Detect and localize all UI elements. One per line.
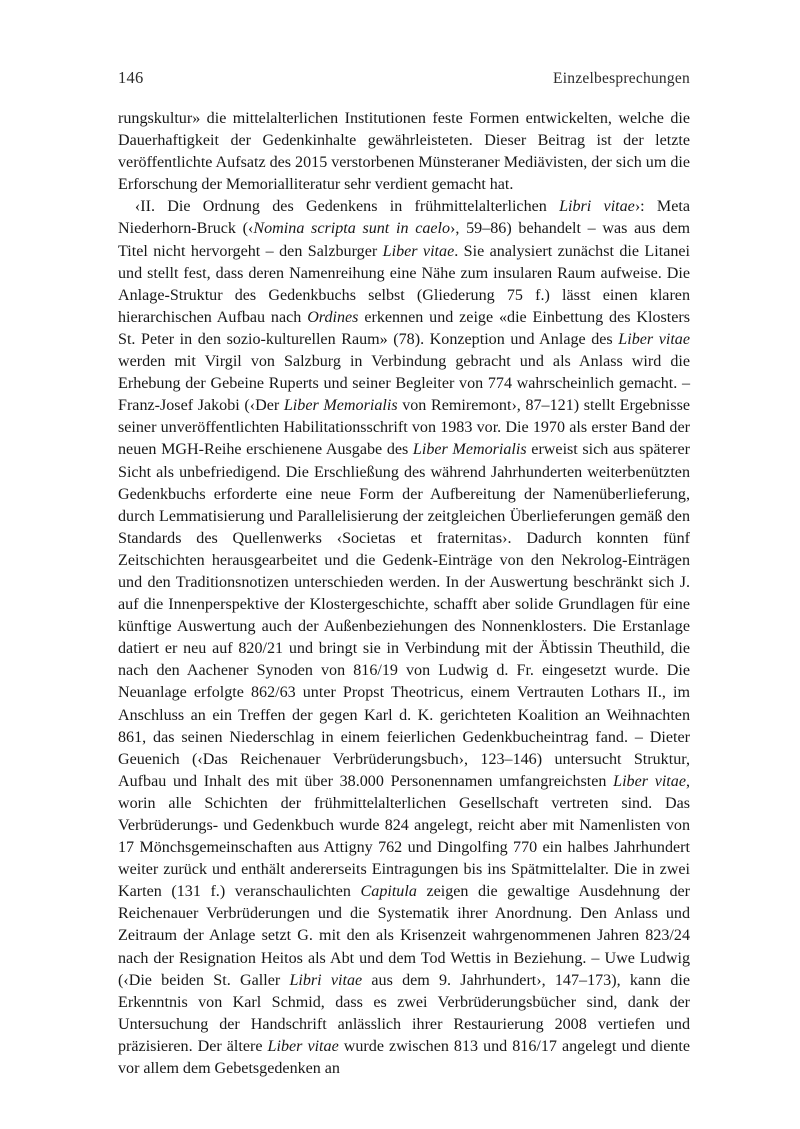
- italic-run: Ordines: [307, 308, 359, 326]
- running-head: [118, 68, 690, 88]
- paragraph: rungskultur» die mittelalterlichen Institutionen feste Formen entwickelten, welche die Dauerhaftigkeit der Gedenkinhalte gewährleisteten. Dieser Beitrag ist der letzte veröffentlichte Aufsatz des 2015 verstorbenen Münsteraner Mediävisten, der sich um die Erforschung der Memorialliteratur sehr verdient gemacht hat.: [118, 110, 690, 194]
- page-number: 146: [118, 68, 144, 87]
- italic-run: Liber vitae: [267, 1037, 339, 1055]
- paragraph: ‹II. Die Ordnung des Gedenkens in frühmittelalterlichen Libri vitae›: Meta Niederhorn-Bruck (‹Nomina scripta sunt in caelo›, 59–86) behandelt – was aus dem Titel nicht hervorgeht – den Salzburger Liber vitae. Sie analysiert zunächst die Litanei und stellt fest, dass deren Namenreihung eine Nähe zum insularen Raum aufweise. Die Anlage-Struktur des Gedenkbuchs selbst (Gliederung 75 f.) lässt einen klaren hierarchischen Aufbau nach Ordines erkennen und zeige «die Einbettung des Klosters St. Peter in den sozio-kulturellen Raum» (78). Konzeption und Anlage des Liber vitae werden mit Virgil von Salzburg in Verbindung gebracht und als Anlass wird die Erhebung der Gebeine Ruperts und seiner Begleiter von 774 wahrscheinlich gemacht. – Franz-Josef Jakobi (‹Der Liber Memorialis von Remiremont›, 87–121) stellt Ergebnisse seiner unveröffentlichten Habilitationsschrift von 1983 vor. Die 1970 als erster Band der neuen MGH-Reihe erschienene Ausgabe des Liber Memorialis erweist sich aus späterer Sicht als unbefriedigend. Die Erschließung des während Jahrhunderten weiterbenützten Gedenkbuchs erforderte eine neue Form der Aufbereitung der Namenüberlieferung, durch Lemmatisierung und Parallelisierung der zeitgleichen Überlieferungen gemäß den Standards des Quellenwerks ‹Societas et fraternitas›. Dadurch konnten fünf Zeitschichten herausgearbeitet und die Gedenk-Einträge von den Nekrolog-Einträgen und den Traditionsnotizen unterschieden werden. In der Auswertung beschränkt sich J. auf die Innenperspektive der Klostergeschichte, schafft aber solide Grundlagen für eine künftige Auswertung auch der Außenbeziehungen des Nonnenklosters. Die Erstanlage datiert er neu auf 820/21 und bringt sie in Verbindung mit der Äbtissin Theuthild, die nach den Aachener Synoden von 816/19 von Ludwig d. Fr. eingesetzt wurde. Die Neuanlage erfolgte 862/63 unter Propst Theotricus, einem Vertrauten Lothars II., im Anschluss an ein Treffen der gegen Karl d. K. gerichteten Koalition an Weihnachten 861, das seinen Niederschlag in einem feierlichen Gedenkbucheintrag fand. – Dieter Geuenich (‹Das Reichenauer Verbrüderungsbuch›, 123–146) untersucht Struktur, Aufbau und Inhalt des mit über 38.000 Personennamen umfangreichsten Liber vitae, worin alle Schichten der frühmittelalterlichen Gesellschaft vertreten sind. Das Verbrüderungs- und Gedenkbuch wurde 824 angelegt, reicht aber mit Namenlisten von 17 Mönchsgemeinschaften aus Attigny 762 und Dingolfing 770 ein halbes Jahrhundert weiter zurück und enthält andererseits Eintragungen bis ins Spätmittelalter. Die in zwei Karten (131 f.) veranschaulichten Capitula zeigen die gewaltige Ausdehnung der Reichenauer Verbrüderungen und die Systematik ihrer Anordnung. Den Anlass und Zeitraum der Anlage setzt G. mit den als Krisenzeit wahrgenommenen Jahren 823/24 nach der Resignation Heitos als Abt und dem Tod Wettis in Beziehung. – Uwe Ludwig (‹Die beiden St. Galler Libri vitae aus dem 9. Jahrhundert›, 147–173), kann die Erkenntnis von Karl Schmid, dass es zwei Verbrüderungsbücher sind, dank der Untersuchung der Handschrift anlässlich ihrer Restaurierung 2008 vertiefen und präzisieren. Der ältere Liber vitae wurde zwischen 813 und 816/17 angelegt und diente vor allem dem Gebetsgedenken an: [118, 198, 691, 1078]
- italic-run: Libri vitae: [559, 198, 635, 216]
- italic-run: Liber Memorialis: [412, 441, 527, 459]
- italic-run: Liber vitae: [618, 330, 690, 348]
- body-text: [118, 108, 690, 1080]
- italic-run: Libri vitae: [289, 971, 363, 989]
- italic-run: Nomina scripta sunt in caelo: [253, 220, 451, 238]
- running-head-title: Einzelbesprechungen: [553, 70, 690, 87]
- italic-run: Liber vitae: [613, 772, 686, 790]
- italic-run: Liber Memorialis: [283, 397, 398, 415]
- italic-run: Liber vitae: [382, 242, 455, 260]
- italic-run: Capitula: [360, 883, 417, 901]
